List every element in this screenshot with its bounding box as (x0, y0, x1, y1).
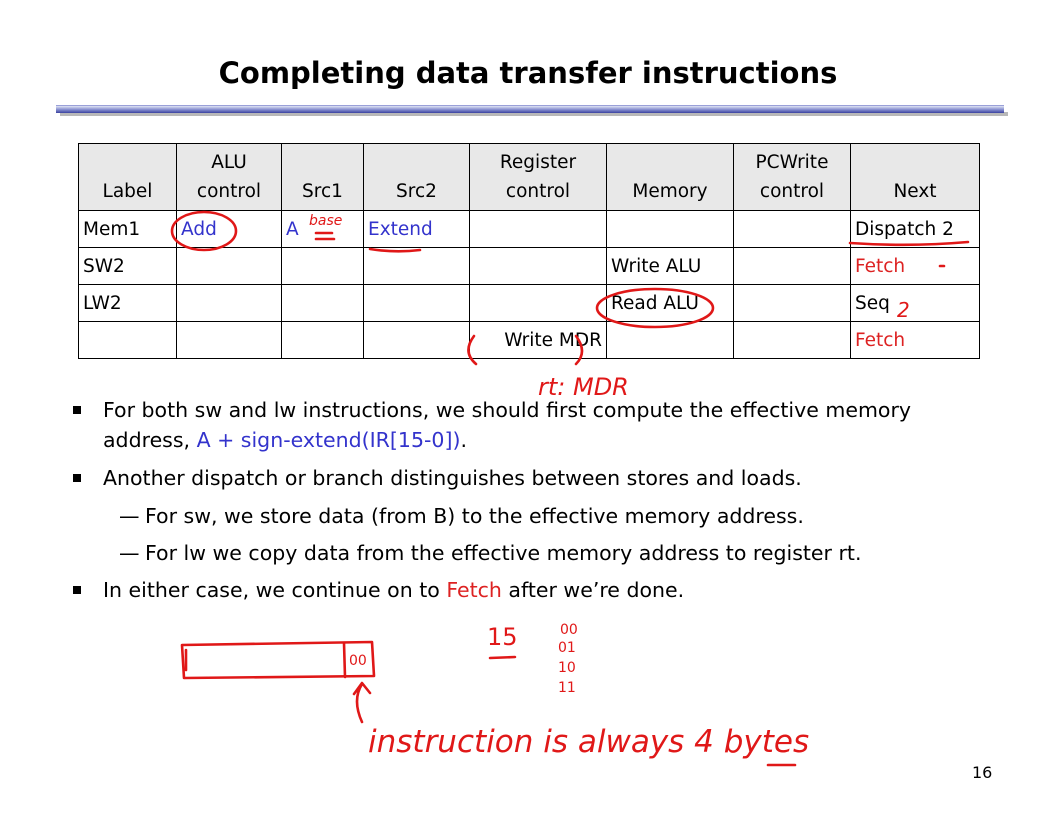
bullet-item (70, 463, 990, 493)
handwritten-box-bits: 00 (349, 653, 367, 669)
cell-next: Fetch (851, 248, 980, 285)
header-label: Label (79, 144, 177, 211)
bullet-highlight: Fetch (446, 578, 502, 602)
title-underline (56, 105, 1004, 113)
bullet-text: For both sw and lw instructions, we should first compute the effective memory address, (103, 398, 912, 452)
cell-next: Fetch (851, 322, 980, 359)
cell-src2 (364, 248, 470, 285)
handwritten-bits-11: 11 (558, 680, 576, 696)
cell-memory (607, 322, 734, 359)
handwritten-15: 15 (487, 623, 518, 651)
cell-memory: Read ALU (607, 285, 734, 322)
cell-register-control: Write MDR (470, 322, 607, 359)
handwritten-bits-01: 01 (558, 640, 576, 656)
header-next: Next (851, 144, 980, 211)
table-row (79, 322, 980, 359)
sub-bullet-item (70, 501, 990, 531)
header-register-control: Register control (470, 144, 607, 211)
cell-alu-control (177, 285, 282, 322)
cell-src1 (282, 322, 364, 359)
handwritten-rt-mdr: rt: MDR (538, 373, 629, 401)
cell-label (79, 322, 177, 359)
dash-icon: — (119, 504, 140, 528)
cell-pcwrite-control (734, 211, 851, 248)
cell-next: Dispatch 2 (851, 211, 980, 248)
header-memory: Memory (607, 144, 734, 211)
cell-label: SW2 (79, 248, 177, 285)
header-src1: Src1 (282, 144, 364, 211)
box-divider-mark (344, 643, 345, 677)
header-pcwrite-control: PCWrite control (734, 144, 851, 211)
bullet-item (70, 395, 990, 455)
control-table (78, 143, 980, 359)
underline-15-mark (490, 657, 515, 658)
instruction-box-drawing (182, 642, 374, 678)
table-header-row (79, 144, 980, 211)
handwritten-note: instruction is always 4 bytes (368, 724, 810, 760)
square-bullet-icon (73, 586, 81, 594)
cell-alu-control (177, 248, 282, 285)
square-bullet-icon (73, 474, 81, 482)
cell-src1: A (282, 211, 364, 248)
cell-memory (607, 211, 734, 248)
dash-icon: — (119, 541, 140, 565)
cell-register-control (470, 211, 607, 248)
bullet-list (70, 395, 990, 613)
handwritten-bits-00: 00 (560, 622, 578, 638)
arrow-up-icon (354, 683, 370, 722)
bullet-end: after we’re done. (501, 578, 685, 602)
bullet-highlight: A + sign-extend(IR[15-0]) (196, 428, 461, 452)
cell-register-control (470, 248, 607, 285)
table-row (79, 285, 980, 322)
cell-label: LW2 (79, 285, 177, 322)
cell-src1 (282, 285, 364, 322)
table-row (79, 211, 980, 248)
cell-label: Mem1 (79, 211, 177, 248)
cell-src1 (282, 248, 364, 285)
cell-pcwrite-control (734, 285, 851, 322)
bullet-item (70, 575, 990, 605)
cell-src2 (364, 322, 470, 359)
cell-alu-control (177, 322, 282, 359)
sub-bullet-item (70, 538, 990, 568)
handwritten-bits-10: 10 (558, 660, 576, 676)
header-alu-control: ALU control (177, 144, 282, 211)
bullet-end: . (460, 428, 467, 452)
header-src2: Src2 (364, 144, 470, 211)
bullet-text: Another dispatch or branch distinguishes between stores and loads. (103, 466, 802, 490)
sub-bullet-text: For lw we copy data from the effective memory address to register rt. (145, 541, 862, 565)
slide-title: Completing data transfer instructions (218, 56, 838, 90)
sub-bullet-text: For sw, we store data (from B) to the effective memory address. (145, 504, 804, 528)
handwritten-base: base (309, 213, 343, 229)
cell-next: Seq (851, 285, 980, 322)
square-bullet-icon (73, 406, 81, 414)
cell-register-control (470, 285, 607, 322)
page-number: 16 (972, 763, 993, 782)
cell-pcwrite-control (734, 322, 851, 359)
cell-memory: Write ALU (607, 248, 734, 285)
cell-pcwrite-control (734, 248, 851, 285)
bullet-text: In either case, we continue on to (103, 578, 447, 602)
handwritten-seq-2: 2 (897, 298, 910, 322)
cell-src2 (364, 285, 470, 322)
cell-alu-control: Add (177, 211, 282, 248)
table-row (79, 248, 980, 285)
cell-src2: Extend (364, 211, 470, 248)
